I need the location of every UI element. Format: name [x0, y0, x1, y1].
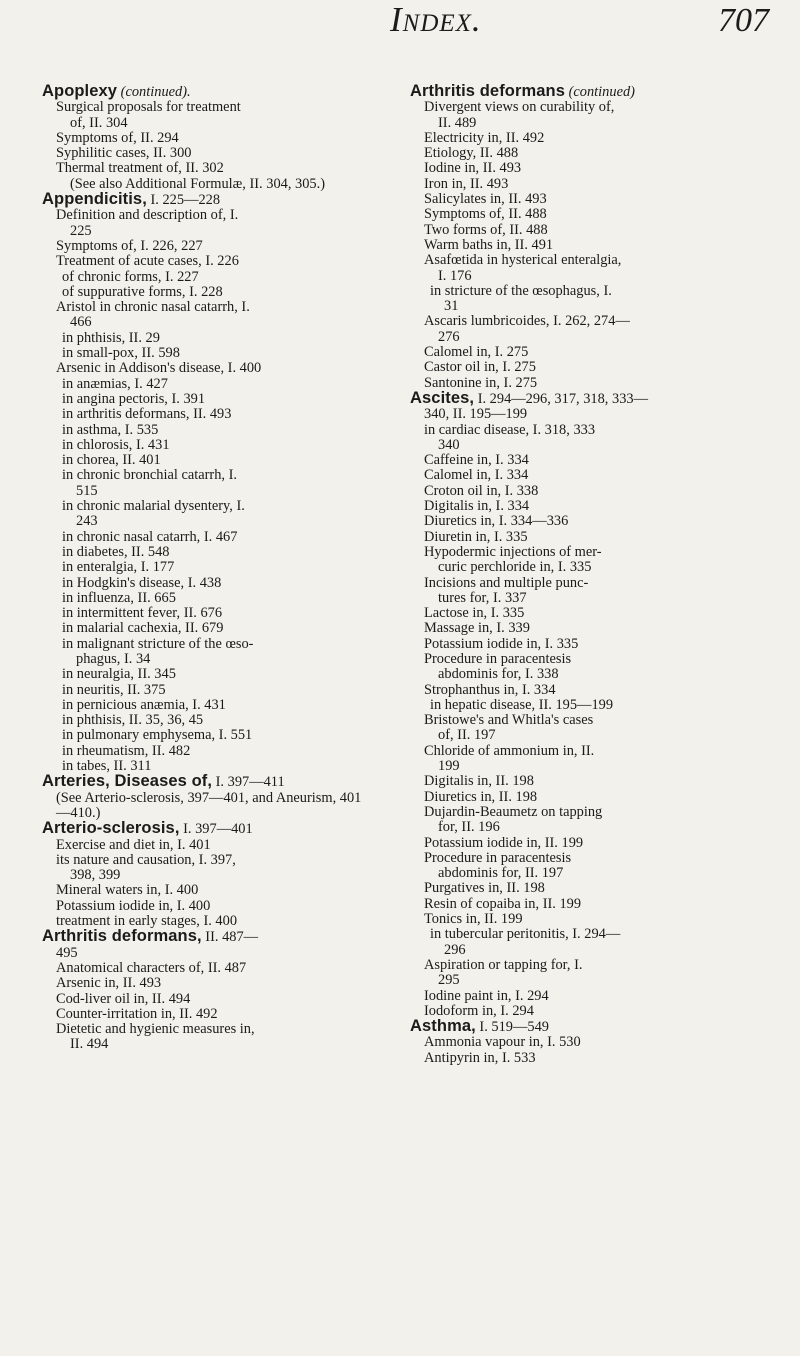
- index-column-left: [42, 84, 367, 1053]
- index-entry-text: Iodine in, II. 493: [424, 160, 522, 177]
- index-entry-text: in tubercular peritonitis, I. 294—: [430, 926, 621, 943]
- index-entry-text: Digitalis in, I. 334: [424, 498, 530, 515]
- index-entry-text: in chronic bronchial catarrh, I.: [62, 467, 238, 484]
- index-subentry: [410, 545, 735, 576]
- index-subentry: [42, 208, 367, 239]
- index-entry-text: Symptoms of, II. 294: [56, 129, 179, 146]
- index-subentry: [42, 453, 367, 468]
- index-subentry: [42, 899, 367, 914]
- index-heading: [42, 84, 367, 100]
- index-subentry: [410, 606, 735, 621]
- index-subentry: [42, 146, 367, 161]
- index-entry-continuation: 243: [76, 513, 98, 530]
- index-subentry: [410, 453, 735, 468]
- index-entry-text: in Hodgkin's disease, I. 438: [62, 574, 222, 591]
- index-subentry: [42, 100, 367, 131]
- index-entry-text: Mineral waters in, I. 400: [56, 882, 199, 899]
- index-entry-text: Warm baths in, II. 491: [424, 236, 554, 253]
- index-entry-continuation: 225: [70, 222, 92, 239]
- index-headword: Arterio-sclerosis,: [42, 819, 180, 838]
- index-subentry: [410, 314, 735, 345]
- continued-note: (continued): [565, 84, 635, 100]
- index-entry-text: Ascaris lumbricoides, I. 262, 274—: [424, 313, 630, 330]
- index-subentry: [410, 499, 735, 514]
- index-entry-text: Procedure in paracentesis: [424, 849, 572, 866]
- index-subentry: [42, 728, 367, 743]
- index-subentry: [410, 177, 735, 192]
- index-entry-text: in cardiac disease, I. 318, 333: [424, 421, 596, 438]
- index-entry-continuation: I. 176: [438, 267, 472, 284]
- index-entry-text: Strophanthus in, I. 334: [424, 681, 556, 698]
- index-subentry: [410, 744, 735, 775]
- index-subentry: [42, 576, 367, 591]
- index-subentry: [42, 423, 367, 438]
- index-entry-continuation: of, II. 304: [70, 114, 128, 131]
- index-subentry: [410, 207, 735, 222]
- index-subentry: [410, 146, 735, 161]
- index-subentry: [42, 499, 367, 530]
- index-entry-text: Incisions and multiple punc-: [424, 574, 589, 591]
- continued-note: (continued).: [117, 84, 191, 100]
- index-subentry: [42, 976, 367, 991]
- index-subentry: [42, 300, 367, 331]
- page-number: 707: [718, 2, 769, 39]
- index-entry-continuation: 466: [70, 314, 92, 331]
- index-entry-continuation: curic perchloride in, I. 335: [438, 559, 592, 576]
- index-entry-continuation: phagus, I. 34: [76, 650, 151, 667]
- index-subentry: [42, 883, 367, 898]
- index-entry-continuation: of, II. 197: [438, 727, 496, 744]
- index-entry-text: its nature and causation, I. 397,: [56, 851, 236, 868]
- index-subentry: [410, 360, 735, 375]
- index-entry-text: in phthisis, II. 29: [62, 329, 160, 346]
- index-subentry: [42, 468, 367, 499]
- index-subentry: [42, 239, 367, 254]
- index-entry-text: in pulmonary emphysema, I. 551: [62, 727, 253, 744]
- index-subentry: [42, 992, 367, 1007]
- index-subentry: [42, 621, 367, 636]
- index-heading: [42, 929, 367, 961]
- index-entry-text: Chloride of ammonium in, II.: [424, 742, 595, 759]
- index-entry-text: Santonine in, I. 275: [424, 374, 538, 391]
- index-entry-text: in diabetes, II. 548: [62, 543, 170, 560]
- index-subentry: [42, 346, 367, 361]
- index-entry-text: Aristol in chronic nasal catarrh, I.: [56, 299, 250, 316]
- index-heading: [42, 821, 367, 837]
- index-entry-text: Two forms of, II. 488: [424, 221, 548, 238]
- index-subentry: [410, 468, 735, 483]
- index-entry-text: Lactose in, I. 335: [424, 605, 525, 622]
- index-entry-text: in stricture of the œsophagus, I.: [430, 282, 612, 299]
- index-subentry: [410, 345, 735, 360]
- index-headword: Apoplexy: [42, 82, 118, 100]
- index-headword: Ascites,: [410, 388, 475, 407]
- index-entry-text: Dujardin-Beaumetz on tapping: [424, 803, 603, 820]
- index-subentry: [410, 192, 735, 207]
- index-subentry: [42, 591, 367, 606]
- index-subentry: [410, 927, 735, 958]
- index-entry-text: Surgical proposals for treatment: [56, 99, 241, 116]
- index-entry-text: Resin of copaiba in, II. 199: [424, 895, 582, 912]
- index-entry-continuation: tures for, I. 337: [438, 589, 527, 606]
- index-subentry: [410, 790, 735, 805]
- index-subentry: [410, 637, 735, 652]
- index-entry-text: in arthritis deformans, II. 493: [62, 406, 232, 423]
- index-entry-text: Hypodermic injections of mer-: [424, 543, 602, 560]
- index-subentry: [410, 683, 735, 698]
- index-subentry: [42, 530, 367, 545]
- index-headword: Appendicitis,: [42, 190, 147, 209]
- index-subentry: [42, 331, 367, 346]
- index-entry-text: in pernicious anæmia, I. 431: [62, 696, 226, 713]
- index-entry-text: Counter-irritation in, II. 492: [56, 1005, 218, 1022]
- index-subentry: [42, 392, 367, 407]
- index-subentry: [410, 238, 735, 253]
- index-entry-text: Diuretin in, I. 335: [424, 528, 528, 545]
- index-entry-text: Etiology, II. 488: [424, 145, 519, 162]
- index-subentry: [410, 514, 735, 529]
- index-subentry: [410, 284, 735, 315]
- index-entry-text: Castor oil in, I. 275: [424, 359, 536, 376]
- index-entry-text: Iodine paint in, I. 294: [424, 987, 549, 1004]
- index-subentry: [410, 774, 735, 789]
- index-entry-text: Exercise and diet in, I. 401: [56, 836, 211, 853]
- index-entry-text: of suppurative forms, I. 228: [62, 283, 223, 300]
- index-entry-text: in tabes, II. 311: [62, 758, 152, 775]
- index-entry-text: Arsenic in, II. 493: [56, 975, 162, 992]
- index-column-right: [410, 84, 735, 1066]
- index-entry-text: in small-pox, II. 598: [62, 345, 180, 362]
- index-subentry: [410, 484, 735, 499]
- index-entry-continuation: abdominis for, II. 197: [438, 865, 564, 882]
- index-entry-text: in enteralgia, I. 177: [62, 559, 175, 576]
- index-entry-continuation: (See Arterio-sclerosis, 397—401, and Aneurism, 401—410.): [56, 789, 362, 821]
- index-entry-text: Potassium iodide in, I. 400: [56, 897, 211, 914]
- index-entry-continuation: II. 494: [70, 1036, 109, 1053]
- index-subentry: [410, 1051, 735, 1066]
- index-entry-text: Aspiration or tapping for, I.: [424, 956, 583, 973]
- index-entry-text: in chlorosis, I. 431: [62, 436, 170, 453]
- index-entry-continuation: 31: [444, 298, 459, 315]
- index-entry-text: in anæmias, I. 427: [62, 375, 168, 392]
- index-subentry: [410, 958, 735, 989]
- index-subentry: [410, 652, 735, 683]
- index-entry-text: in hepatic disease, II. 195—199: [430, 696, 614, 713]
- index-entry-text: Croton oil in, I. 338: [424, 482, 539, 499]
- index-entry-continuation: abdominis for, I. 338: [438, 666, 559, 683]
- index-entry-text: Bristowe's and Whitla's cases: [424, 712, 594, 729]
- index-subentry: [42, 961, 367, 976]
- index-entry-text: Massage in, I. 339: [424, 620, 530, 637]
- index-entry-text: Purgatives in, II. 198: [424, 880, 545, 897]
- index-entry-text: Divergent views on curability of,: [424, 99, 615, 116]
- index-subentry: [410, 851, 735, 882]
- index-subentry: [42, 667, 367, 682]
- index-entry-text: in intermittent fever, II. 676: [62, 605, 223, 622]
- index-subentry: [410, 576, 735, 607]
- index-heading: [410, 1019, 735, 1035]
- index-entry-text: Asafœtida in hysterical enteralgia,: [424, 252, 622, 269]
- index-entry-text: Syphilitic cases, II. 300: [56, 145, 192, 162]
- index-subentry: [410, 223, 735, 238]
- index-reference: I. 225—228: [146, 192, 221, 209]
- index-subentry: [42, 254, 367, 269]
- index-subentry: [410, 897, 735, 912]
- index-entry-text: Potassium iodide in, II. 199: [424, 834, 584, 851]
- index-entry-text: Ammonia vapour in, I. 530: [424, 1034, 581, 1051]
- index-entry-text: Calomel in, I. 334: [424, 467, 529, 484]
- index-entry-continuation: 276: [438, 328, 460, 345]
- index-entry-text: in rheumatism, II. 482: [62, 742, 191, 759]
- index-entry-text: Calomel in, I. 275: [424, 344, 529, 361]
- index-heading: [42, 192, 367, 208]
- index-heading: [42, 774, 367, 821]
- index-subentry: [42, 270, 367, 285]
- index-subentry: [42, 377, 367, 392]
- index-entry-text: in phthisis, II. 35, 36, 45: [62, 712, 204, 729]
- index-entry-text: in influenza, II. 665: [62, 589, 176, 606]
- index-entry-continuation: 340: [438, 436, 460, 453]
- index-subentry: [410, 100, 735, 131]
- index-entry-text: in angina pectoris, I. 391: [62, 390, 206, 407]
- index-headword: Arteries, Diseases of,: [42, 772, 213, 791]
- index-subentry: [410, 989, 735, 1004]
- index-reference: I. 397—411: [212, 774, 285, 791]
- index-entry-text: Iodoform in, I. 294: [424, 1002, 534, 1019]
- index-subentry: [42, 161, 367, 192]
- index-subentry: [42, 131, 367, 146]
- index-subentry: [42, 560, 367, 575]
- index-entry-text: in malarial cachexia, II. 679: [62, 620, 224, 637]
- index-entry-text: Treatment of acute cases, I. 226: [56, 253, 239, 270]
- index-subentry: [410, 161, 735, 176]
- index-entry-text: Procedure in paracentesis: [424, 650, 572, 667]
- page-header: [0, 0, 800, 80]
- index-headword: Arthritis deformans,: [42, 927, 202, 946]
- index-subentry: [410, 530, 735, 545]
- index-entry-text: in neuritis, II. 375: [62, 681, 166, 698]
- index-subentry: [410, 131, 735, 146]
- index-subentry: [42, 838, 367, 853]
- index-entry-continuation: 515: [76, 482, 98, 499]
- index-entry-text: in chorea, II. 401: [62, 452, 161, 469]
- index-entry-text: Diuretics in, I. 334—336: [424, 513, 569, 530]
- index-entry-continuation: (See also Additional Formulæ, II. 304, 305.): [70, 175, 326, 192]
- index-entry-continuation: 398, 399: [70, 867, 121, 884]
- index-entry-text: Digitalis in, II. 198: [424, 773, 534, 790]
- index-subentry: [410, 253, 735, 284]
- index-entry-continuation: 495: [56, 944, 78, 961]
- index-entry-text: Antipyrin in, I. 533: [424, 1049, 536, 1066]
- index-entry-continuation: II. 489: [438, 114, 477, 131]
- index-heading: [410, 388, 735, 423]
- index-entry-text: treatment in early stages, I. 400: [56, 913, 238, 930]
- index-entry-text: Cod-liver oil in, II. 494: [56, 990, 191, 1007]
- index-entry-text: in chronic nasal catarrh, I. 467: [62, 528, 238, 545]
- running-title: Index.: [390, 0, 482, 39]
- index-subentry: [410, 621, 735, 636]
- index-entry-continuation: 199: [438, 758, 460, 775]
- index-subentry: [410, 912, 735, 927]
- index-entry-text: in chronic malarial dysentery, I.: [62, 498, 245, 515]
- index-subentry: [42, 285, 367, 300]
- index-reference: II. 487—: [201, 929, 259, 946]
- index-entry-text: Anatomical characters of, II. 487: [56, 959, 247, 976]
- index-entry-text: Symptoms of, I. 226, 227: [56, 237, 203, 254]
- index-entry-continuation: 340, II. 195—199: [424, 406, 528, 423]
- index-entry-text: of chronic forms, I. 227: [62, 268, 199, 285]
- index-entry-continuation: for, II. 196: [438, 819, 500, 836]
- index-subentry: [410, 698, 735, 713]
- index-headword: Arthritis deformans: [410, 82, 566, 100]
- index-reference: I. 397—401: [179, 821, 253, 838]
- index-entry-text: in asthma, I. 535: [62, 421, 159, 438]
- index-subentry: [410, 423, 735, 454]
- index-subentry: [42, 1007, 367, 1022]
- index-subentry: [42, 853, 367, 884]
- index-headword: Asthma,: [410, 1017, 476, 1036]
- index-subentry: [42, 683, 367, 698]
- index-entry-text: Electricity in, II. 492: [424, 129, 545, 146]
- index-entry-text: Salicylates in, II. 493: [424, 191, 547, 208]
- index-entry-text: Definition and description of, I.: [56, 207, 239, 224]
- index-entry-continuation: 295: [438, 972, 460, 989]
- index-reference: I. 294—296, 317, 318, 333—: [474, 390, 648, 407]
- index-entry-text: in neuralgia, II. 345: [62, 666, 176, 683]
- index-subentry: [42, 637, 367, 668]
- index-subentry: [410, 836, 735, 851]
- index-entry-text: Arsenic in Addison's disease, I. 400: [56, 360, 262, 377]
- index-entry-text: in malignant stricture of the œso-: [62, 635, 254, 652]
- index-subentry: [42, 606, 367, 621]
- index-reference: I. 519—549: [475, 1019, 549, 1036]
- index-entry-text: Thermal treatment of, II. 302: [56, 160, 224, 177]
- index-entry-text: Iron in, II. 493: [424, 175, 509, 192]
- index-entry-text: Diuretics in, II. 198: [424, 788, 538, 805]
- index-subentry: [42, 698, 367, 713]
- index-subentry: [42, 545, 367, 560]
- index-subentry: [42, 1022, 367, 1053]
- index-subentry: [42, 744, 367, 759]
- index-subentry: [42, 361, 367, 376]
- index-entry-text: Symptoms of, II. 488: [424, 206, 547, 223]
- index-subentry: [42, 713, 367, 728]
- index-entry-continuation: 296: [444, 941, 466, 958]
- index-entry-text: Potassium iodide in, I. 335: [424, 635, 579, 652]
- index-entry-text: Tonics in, II. 199: [424, 911, 523, 928]
- index-subentry: [410, 1035, 735, 1050]
- index-subentry: [410, 805, 735, 836]
- index-subentry: [42, 407, 367, 422]
- index-heading: [410, 84, 735, 100]
- index-subentry: [410, 713, 735, 744]
- index-subentry: [410, 881, 735, 896]
- index-entry-text: Caffeine in, I. 334: [424, 452, 529, 469]
- index-subentry: [42, 438, 367, 453]
- index-entry-text: Dietetic and hygienic measures in,: [56, 1021, 255, 1038]
